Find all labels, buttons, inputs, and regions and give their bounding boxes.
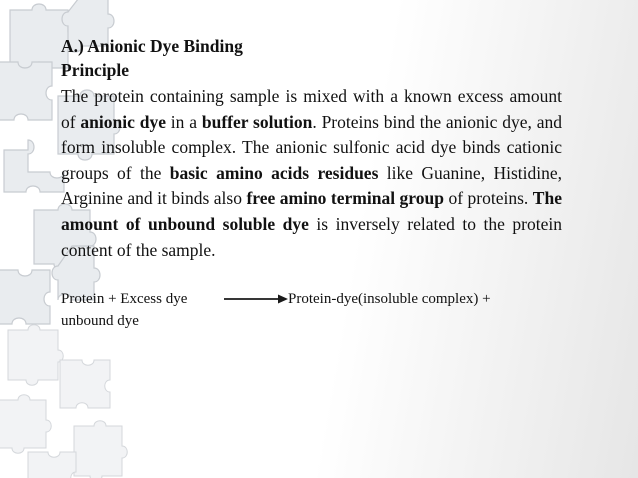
equation-row <box>61 288 562 310</box>
paragraph-text-6: is inversely related to the protein content of the sample. <box>61 213 562 260</box>
paragraph-text-1: The protein containing sample is mixed with a known excess amount of <box>61 86 562 132</box>
bold-free-amino-terminal: free amino terminal group <box>246 188 444 209</box>
bold-basic-amino-acids: basic amino acids residues <box>169 162 379 183</box>
paragraph-text-4: like Guanine, Histidine, Arginine and it binds also <box>61 162 562 209</box>
products-continuation: unbound dye <box>61 313 139 330</box>
section-subtitle: Principle <box>61 60 130 80</box>
paragraph-text-5: of proteins. <box>443 188 533 209</box>
slide-title: A.) Anionic Dye Binding <box>61 36 243 56</box>
reaction-equation <box>61 288 562 332</box>
bold-buffer-solution: buffer solution <box>201 111 313 132</box>
slide-content <box>61 34 562 332</box>
bold-unbound-dye-amount: The amount of unbound soluble dye <box>61 188 562 234</box>
bold-anionic-dye: anionic dye <box>80 111 166 132</box>
products: Protein-dye(insoluble complex) + <box>288 291 491 308</box>
paragraph-text-2: in a <box>165 111 202 132</box>
paragraph-text-3: . Proteins bind the anionic dye, and form insoluble complex. The anionic sulfonic acid dye binds cationic groups of the <box>61 111 562 183</box>
reaction-arrow-icon <box>224 290 288 308</box>
principle-paragraph <box>61 84 562 263</box>
reactants: Protein + Excess dye <box>61 291 188 308</box>
